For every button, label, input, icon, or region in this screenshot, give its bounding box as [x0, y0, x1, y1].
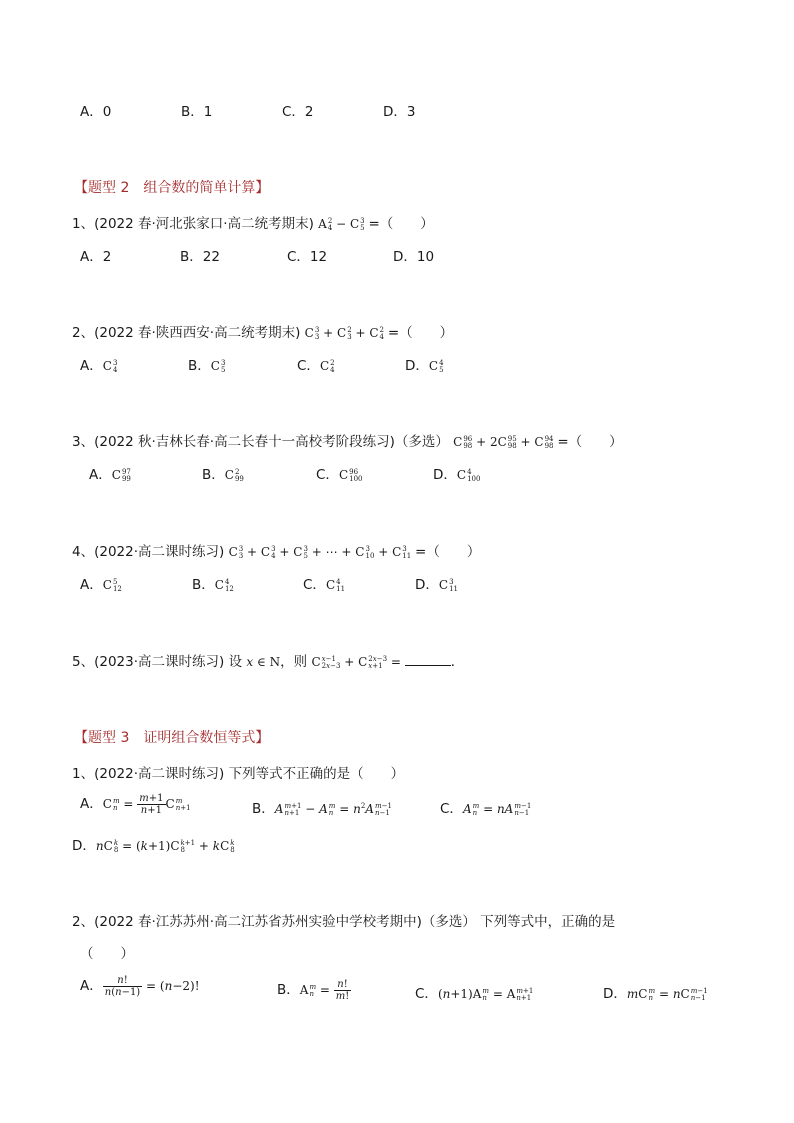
option-d[interactable]: D．C 3 11 [415, 577, 459, 593]
question-tail: =（ ） [387, 325, 454, 341]
section-title: 【题型 3 证明组合数恒等式】 [74, 730, 270, 746]
question-2-2 [72, 321, 453, 341]
question-source: (2022·高二课时练习) [94, 544, 225, 560]
question-number: 2、 [72, 914, 95, 930]
question-source: (2022 春·河北张家口·高二统考期末) [94, 216, 314, 232]
question-3-2 [72, 910, 615, 930]
question-formula: C 3 3 + C 2 3 + C 2 4 [304, 325, 384, 341]
option-label: D． [415, 577, 439, 593]
option-a[interactable]: A．C 97 99 [89, 467, 131, 483]
answer-blank[interactable] [405, 655, 451, 666]
question-text: 设 [228, 654, 243, 670]
question-tail: =（ ） [368, 216, 434, 232]
option-c[interactable]: C．12 [287, 249, 328, 265]
option-c[interactable]: C．2 [282, 104, 314, 120]
question-formula: A 2 4 − C 3 5 [318, 216, 365, 232]
question-text: 下列等式中，正确的是 [480, 914, 616, 930]
question-tail: ． [450, 654, 465, 670]
question-number: 2、 [72, 325, 95, 341]
option-c[interactable]: C．A m n = nA m−1 n−1 [440, 801, 532, 817]
option-b[interactable]: B．A m n = $\frac{n!}{m!}$ [277, 978, 350, 1002]
question-text: ，则 [280, 654, 308, 670]
option-b[interactable]: B．C 2 99 [202, 467, 244, 483]
question-number: 1、 [72, 216, 95, 232]
question-source: (2022·高二课时练习) [94, 766, 225, 782]
question-formula: C x−1 2x−3 + C 2x−3 x+1 = [311, 654, 405, 670]
question-tail: =（ ） [557, 434, 623, 450]
question-formula: C 96 98 + 2C 95 98 + C 94 98 [453, 434, 554, 450]
option-label: B． [188, 358, 211, 374]
option-label: D． [603, 986, 627, 1002]
option-label: A． [80, 978, 103, 994]
option-b[interactable]: B．22 [180, 249, 220, 265]
option-b[interactable]: B．C 3 5 [188, 358, 226, 374]
option-c[interactable]: C．(n+1)A m n = A m+1 n+1 [415, 986, 534, 1002]
option-c[interactable]: C．C 4 11 [303, 577, 346, 593]
option-d[interactable]: D．C 4 5 [405, 358, 444, 374]
option-b[interactable]: B．C 4 12 [192, 577, 234, 593]
section-title: 【题型 2 组合数的简单计算】 [74, 180, 270, 196]
option-b[interactable]: B．1 [181, 104, 213, 120]
question-text: 下列等式不正确的是（ ） [228, 766, 405, 782]
question-number: 1、 [72, 766, 95, 782]
option-label: D． [405, 358, 429, 374]
option-label: C． [297, 358, 320, 374]
option-label: C． [415, 986, 438, 1002]
option-label: C． [303, 577, 326, 593]
option-c[interactable]: C．C 2 4 [297, 358, 335, 374]
option-a[interactable]: A．C 3 4 [80, 358, 118, 374]
option-b[interactable]: B．A m+1 n+1 − A m n = $n^2A$ m−1 n−1 [252, 801, 392, 817]
question-tail: =（ ） [415, 544, 481, 560]
option-a[interactable]: A． $\frac{n!}{n(n-1)}$ = (n−2)! [80, 974, 200, 998]
option-a[interactable]: A．0 [80, 104, 112, 120]
option-a[interactable]: A．C m n = $\frac{m+1}{n+1}$ C m n+1 [80, 792, 191, 816]
option-label: B． [192, 577, 215, 593]
question-number: 3、 [72, 434, 95, 450]
option-c[interactable]: C．C 96 100 [316, 467, 363, 483]
question-formula: C 3 3 + C 3 4 + C 3 5 + ⋯ + C 3 10 + C 3 11 [228, 544, 412, 560]
question-paren: （ ） [80, 946, 134, 962]
option-label: C． [316, 467, 339, 483]
option-label: A． [89, 467, 112, 483]
option-d[interactable]: D．mC m n = nC m−1 n−1 [603, 986, 708, 1002]
option-label: C． [440, 801, 463, 817]
question-2-5 [72, 650, 464, 670]
option-label: A． [80, 577, 103, 593]
option-label: D． [433, 467, 457, 483]
option-d[interactable]: D．3 [383, 104, 416, 120]
question-number: 4、 [72, 544, 95, 560]
option-label: A． [80, 358, 103, 374]
question-formula: x [246, 655, 254, 669]
question-number: 5、 [72, 654, 95, 670]
option-label: A． [80, 796, 103, 812]
question-source: (2022 春·陕西西安·高二统考期末) [94, 325, 301, 341]
option-d[interactable]: D．10 [393, 249, 435, 265]
question-source: (2023·高二课时练习) [94, 654, 225, 670]
option-d[interactable]: D．nC k 8 = (k+1)C k+1 8 + kC k 8 [72, 838, 235, 854]
option-a[interactable]: A．2 [80, 249, 112, 265]
element-of-n: ∈ N [253, 655, 281, 669]
question-2-4 [72, 540, 480, 560]
option-label: B． [252, 801, 275, 817]
question-source: (2022 春·江苏苏州·高二江苏省苏州实验中学校考期中)（多选） [94, 914, 476, 930]
option-label: B． [202, 467, 225, 483]
option-label: B． [277, 982, 300, 998]
question-2-3 [72, 430, 623, 450]
option-a[interactable]: A．C 5 12 [80, 577, 122, 593]
option-d[interactable]: D．C 4 100 [433, 467, 481, 483]
question-2-1 [72, 212, 434, 232]
option-label: D． [72, 838, 96, 854]
question-source: (2022 秋·吉林长春·高二长春十一高校考阶段练习)（多选） [94, 434, 449, 450]
question-3-1 [72, 762, 404, 782]
